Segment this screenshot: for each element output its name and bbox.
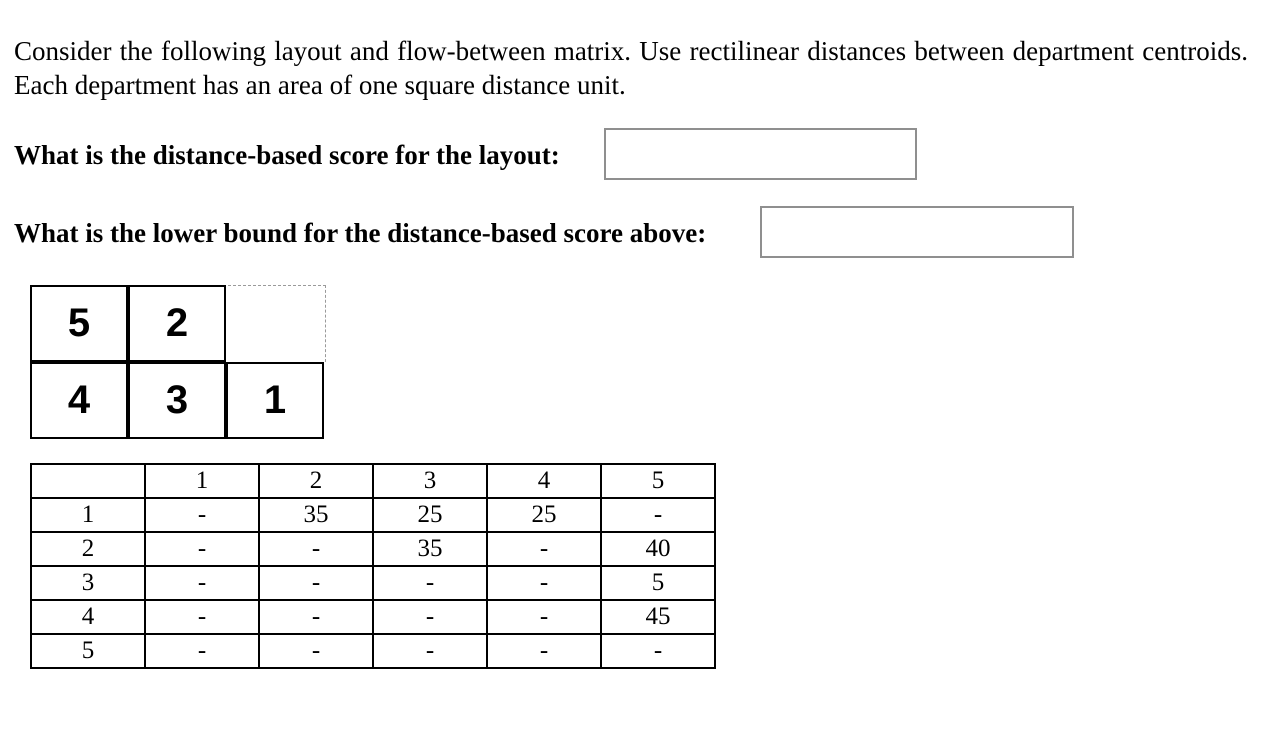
matrix-cell: 45 (601, 600, 715, 634)
matrix-header-cell: 1 (145, 464, 259, 498)
matrix-header-row (31, 464, 715, 498)
matrix-cell: 4 (31, 600, 145, 634)
layout-empty-cell (228, 285, 326, 362)
matrix-cell: 5 (31, 634, 145, 668)
matrix-row (31, 566, 715, 600)
matrix-cell: - (487, 566, 601, 600)
matrix-cell: 1 (31, 498, 145, 532)
matrix-cell: - (145, 532, 259, 566)
matrix-cell: 25 (373, 498, 487, 532)
matrix-row (31, 532, 715, 566)
matrix-cell: - (145, 498, 259, 532)
matrix-header-cell: 3 (373, 464, 487, 498)
matrix-cell: - (487, 600, 601, 634)
matrix-cell: - (373, 566, 487, 600)
matrix-cell: - (601, 498, 715, 532)
matrix-cell: 2 (31, 532, 145, 566)
layout-cell: 3 (128, 362, 226, 439)
matrix-cell: - (145, 600, 259, 634)
distance-score-question: What is the distance-based score for the layout: (14, 139, 560, 170)
problem-statement: Consider the following layout and flow-between matrix. Use rectilinear distances between department centroids. Each department has an area of one square distance unit. (14, 36, 1248, 100)
matrix-cell: - (259, 634, 373, 668)
matrix-header-cell: 5 (601, 464, 715, 498)
matrix-header-cell: 2 (259, 464, 373, 498)
matrix-row (31, 498, 715, 532)
layout-cell: 5 (30, 285, 128, 362)
flow-matrix (30, 463, 716, 669)
distance-score-input[interactable] (604, 128, 917, 180)
matrix-cell: 40 (601, 532, 715, 566)
matrix-cell: - (259, 600, 373, 634)
matrix-cell: - (145, 566, 259, 600)
matrix-row (31, 600, 715, 634)
matrix-cell: - (259, 532, 373, 566)
matrix-header-cell: 4 (487, 464, 601, 498)
matrix-cell: 5 (601, 566, 715, 600)
layout-cell: 4 (30, 362, 128, 439)
department-layout (30, 285, 326, 439)
matrix-cell: - (259, 566, 373, 600)
matrix-cell: - (487, 532, 601, 566)
layout-cell: 1 (226, 362, 324, 439)
matrix-cell: 35 (259, 498, 373, 532)
layout-cell: 2 (128, 285, 226, 362)
lower-bound-question: What is the lower bound for the distance-based score above: (14, 217, 707, 248)
matrix-cell: - (145, 634, 259, 668)
matrix-cell: 3 (31, 566, 145, 600)
matrix-cell: - (373, 634, 487, 668)
matrix-cell: - (373, 600, 487, 634)
matrix-cell: - (487, 634, 601, 668)
matrix-row (31, 634, 715, 668)
matrix-cell: - (601, 634, 715, 668)
matrix-cell: 35 (373, 532, 487, 566)
matrix-header-cell (31, 464, 145, 498)
matrix-cell: 25 (487, 498, 601, 532)
lower-bound-input[interactable] (760, 206, 1074, 258)
